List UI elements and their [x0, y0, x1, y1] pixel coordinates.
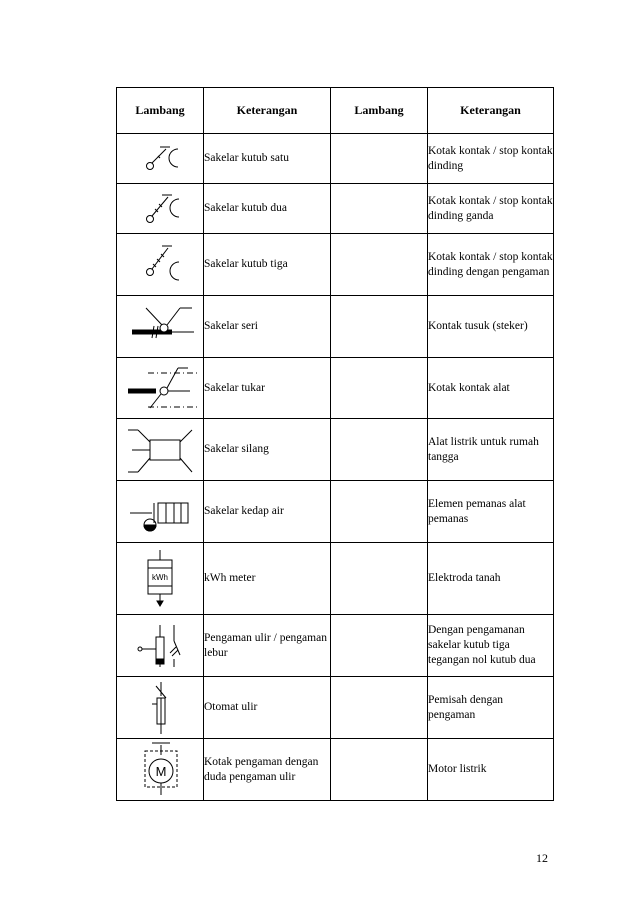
symbol-cell	[117, 134, 204, 184]
svg-text:M: M	[155, 763, 167, 779]
symbol-cell	[117, 481, 204, 543]
table-row	[117, 419, 554, 481]
symbol-cell	[117, 543, 204, 615]
symbol-cell	[117, 419, 204, 481]
header-keterangan-1: Keterangan	[204, 88, 331, 134]
header-keterangan-2: Keterangan	[428, 88, 554, 134]
table-row	[117, 481, 554, 543]
right-description: Kontak tusuk (steker)	[428, 296, 554, 358]
symbol-cell	[117, 739, 204, 801]
right-description: Alat listrik untuk rumah tangga	[428, 419, 554, 481]
series-switch-icon	[118, 302, 202, 352]
right-description: Motor listrik	[428, 739, 554, 801]
table-row	[117, 358, 554, 419]
right-symbol-cell	[331, 184, 428, 234]
cross-switch-icon	[118, 422, 202, 478]
right-description: Kotak kontak alat	[428, 358, 554, 419]
header-lambang-2: Lambang	[331, 88, 428, 134]
symbol-cell	[117, 615, 204, 677]
right-description: Kotak kontak / stop kontak dinding	[428, 134, 554, 184]
table-row	[117, 677, 554, 739]
changeover-switch-icon	[118, 363, 202, 413]
right-symbol-cell	[331, 739, 428, 801]
right-symbol-cell	[331, 134, 428, 184]
left-description: Otomat ulir	[204, 677, 331, 739]
symbol-cell	[117, 358, 204, 419]
right-description: Kotak kontak / stop kontak dinding dengan pengaman	[428, 234, 554, 296]
symbol-table	[116, 87, 554, 801]
symbol-cell	[117, 184, 204, 234]
right-symbol-cell	[331, 481, 428, 543]
table-row	[117, 543, 554, 615]
right-description: Dengan pengamanan sakelar kutub tiga tegangan nol kutub dua	[428, 615, 554, 677]
single-pole-switch-icon	[130, 139, 190, 179]
page-number: 12	[536, 851, 548, 865]
waterproof-switch-icon	[118, 487, 202, 537]
right-symbol-cell	[331, 677, 428, 739]
right-symbol-cell	[331, 543, 428, 615]
left-description: Kotak pengaman dengan duda pengaman ulir	[204, 739, 331, 801]
left-description: Sakelar seri	[204, 296, 331, 358]
left-description: Pengaman ulir / pengaman lebur	[204, 615, 331, 677]
left-description: Sakelar tukar	[204, 358, 331, 419]
right-description: Elemen pemanas alat pemanas	[428, 481, 554, 543]
left-description: Sakelar kedap air	[204, 481, 331, 543]
right-symbol-cell	[331, 419, 428, 481]
table-row	[117, 739, 554, 801]
table-row	[117, 234, 554, 296]
automatic-fuse-icon	[130, 680, 190, 736]
table-row	[117, 296, 554, 358]
symbol-cell	[117, 296, 204, 358]
right-symbol-cell	[331, 615, 428, 677]
svg-text:kWh: kWh	[152, 572, 168, 582]
screw-fuse-icon	[130, 619, 190, 673]
right-symbol-cell	[331, 296, 428, 358]
table-row	[117, 184, 554, 234]
left-description: kWh meter	[204, 543, 331, 615]
right-description: Pemisah dengan pengaman	[428, 677, 554, 739]
triple-pole-switch-icon	[130, 240, 190, 290]
left-description: Sakelar kutub tiga	[204, 234, 331, 296]
table-row	[117, 615, 554, 677]
kwh-meter-icon	[130, 548, 190, 610]
right-description: Kotak kontak / stop kontak dinding ganda	[428, 184, 554, 234]
left-description: Sakelar kutub satu	[204, 134, 331, 184]
symbol-cell	[117, 234, 204, 296]
left-description: Sakelar kutub dua	[204, 184, 331, 234]
right-description: Elektroda tanah	[428, 543, 554, 615]
fuse-box-icon	[130, 741, 190, 799]
right-symbol-cell	[331, 234, 428, 296]
header-lambang-1: Lambang	[117, 88, 204, 134]
table-row	[117, 134, 554, 184]
table-header-row	[117, 88, 554, 134]
double-pole-switch-icon	[130, 189, 190, 229]
left-description: Sakelar silang	[204, 419, 331, 481]
right-symbol-cell	[331, 358, 428, 419]
symbol-cell	[117, 677, 204, 739]
